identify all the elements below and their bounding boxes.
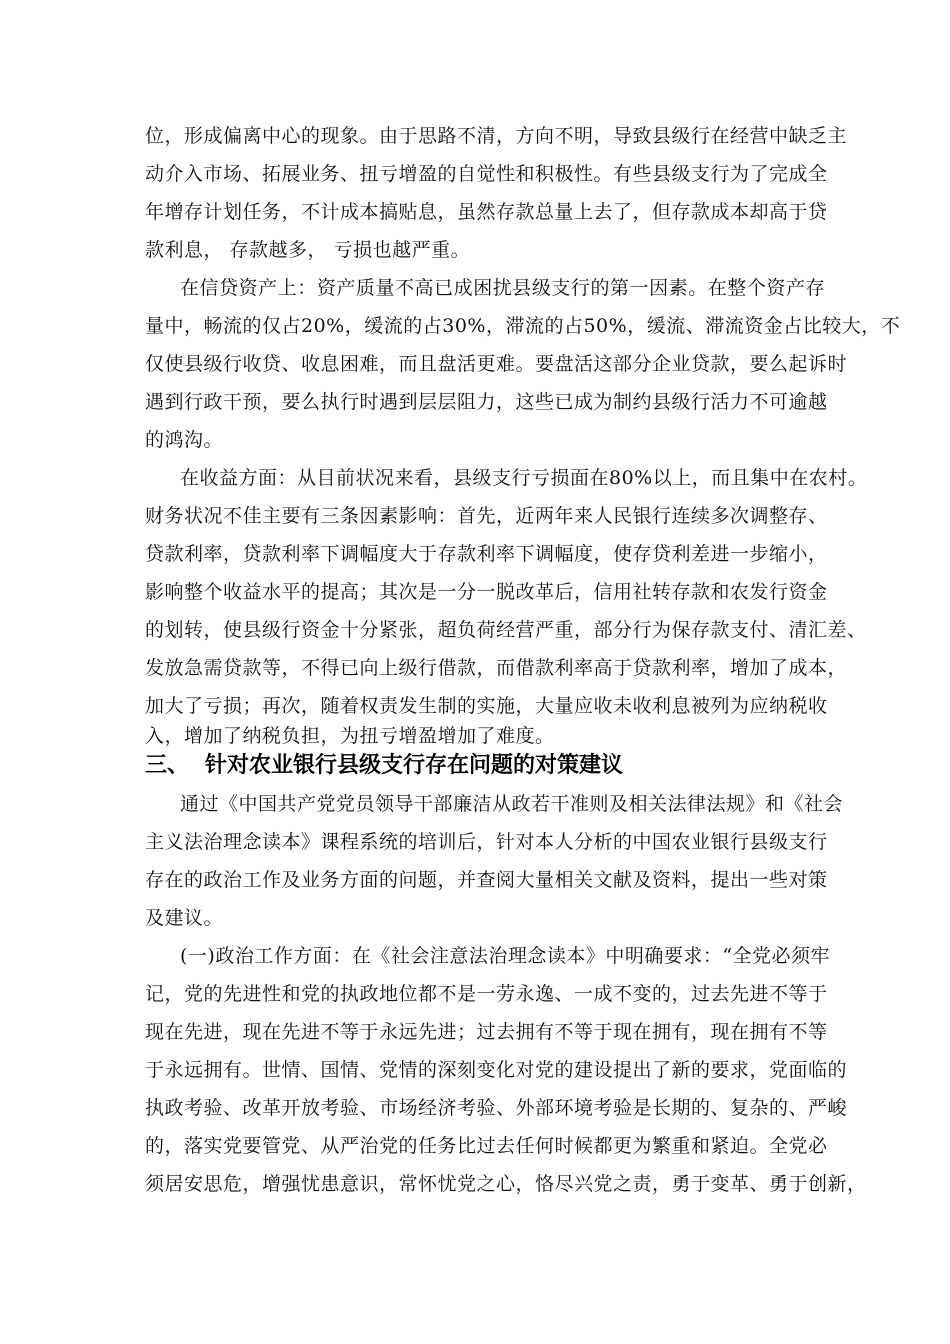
text-line: 记，党的先进性和党的执政地位都不是一劳永逸、一成不变的，过去先进不等于 bbox=[145, 983, 828, 1005]
text-line: 量中，畅流的仅占20%，缓流的占30%，滞流的占50%，缓流、滞流资金占比较大，不 bbox=[145, 315, 901, 337]
text-line: 须居安思危，增强忧患意识，常怀忧党之心，恪尽兴党之责，勇于变革、勇于创新， bbox=[145, 1173, 867, 1195]
text-line: 加大了亏损；再次，随着权责发生制的实施，大量应收未收利息被列为应纳税收 bbox=[145, 695, 828, 717]
section-heading bbox=[145, 752, 623, 780]
text-line: 于永远拥有。世情、国情、党情的深刻变化对党的建设提出了新的要求，党面临的 bbox=[145, 1059, 848, 1081]
text-line: 现在先进，现在先进不等于永远先进；过去拥有不等于现在拥有，现在拥有不等 bbox=[145, 1021, 828, 1043]
paragraph-first-line: 通过《中国共产党党员领导干部廉洁从政若干准则及相关法律法规》和《社会 bbox=[180, 793, 844, 815]
text-line: 财务状况不佳主要有三条因素影响：首先，近两年来人民银行连续多次调整存、 bbox=[145, 505, 828, 527]
text-line: 动介入市场、拓展业务、扭亏增盈的自觉性和积极性。有些县级支行为了完成全 bbox=[145, 163, 828, 185]
text-line: 执政考验、改革开放考验、市场经济考验、外部环境考验是长期的、复杂的、严峻 bbox=[145, 1097, 848, 1119]
paragraph-first-line: (一)政治工作方面：在《社会注意法治理念读本》中明确要求：“全党必须牢 bbox=[180, 945, 831, 967]
text-line: 仅使县级行收贷、收息困难，而且盘活更难。要盘活这部分企业贷款，要么起诉时 bbox=[145, 353, 848, 375]
text-line: 位，形成偏离中心的现象。由于思路不清，方向不明，导致县级行在经营中缺乏主 bbox=[145, 125, 848, 147]
section-number: 三、 bbox=[145, 753, 190, 778]
text-line: 的划转，使县级行资金十分紧张，超负荷经营严重，部分行为保存款支付、清汇差、 bbox=[145, 619, 867, 641]
section-title: 针对农业银行县级支行存在问题的对策建议 bbox=[205, 753, 624, 778]
paragraph-first-line: 在信贷资产上：资产质量不高已成困扰县级支行的第一因素。在整个资产存 bbox=[180, 277, 825, 299]
text-line: 及建议。 bbox=[145, 907, 224, 929]
text-line: 遇到行政干预，要么执行时遇到层层阻力，这些已成为制约县级行活力不可逾越 bbox=[145, 391, 828, 413]
text-line: 入，增加了纳税负担，为扭亏增盈增加了难度。 bbox=[145, 725, 555, 747]
text-line: 年增存计划任务，不计成本搞贴息，虽然存款总量上去了，但存款成本却高于贷 bbox=[145, 201, 828, 223]
paragraph-first-line: 在收益方面：从目前状况来看，县级支行亏损面在80%以上，而且集中在农村。 bbox=[180, 467, 868, 489]
text-line: 存在的政治工作及业务方面的问题，并查阅大量相关文献及资料，提出一些对策 bbox=[145, 869, 828, 891]
text-line: 影响整个收益水平的提高；其次是一分一脱改革后，信用社转存款和农发行资金 bbox=[145, 581, 828, 603]
text-line: 款利息， 存款越多， 亏损也越严重。 bbox=[145, 239, 471, 261]
text-line: 的，落实党要管党、从严治党的任务比过去任何时候都更为繁重和紧迫。全党必 bbox=[145, 1135, 828, 1157]
text-line: 发放急需贷款等，不得已向上级行借款，而借款利率高于贷款利率，增加了成本， bbox=[145, 657, 848, 679]
text-line: 的鸿沟。 bbox=[145, 429, 224, 451]
text-line: 贷款利率，贷款利率下调幅度大于存款利率下调幅度，使存贷利差进一步缩小， bbox=[145, 543, 828, 565]
text-line: 主义法治理念读本》课程系统的培训后，针对本人分析的中国农业银行县级支行 bbox=[145, 831, 828, 853]
